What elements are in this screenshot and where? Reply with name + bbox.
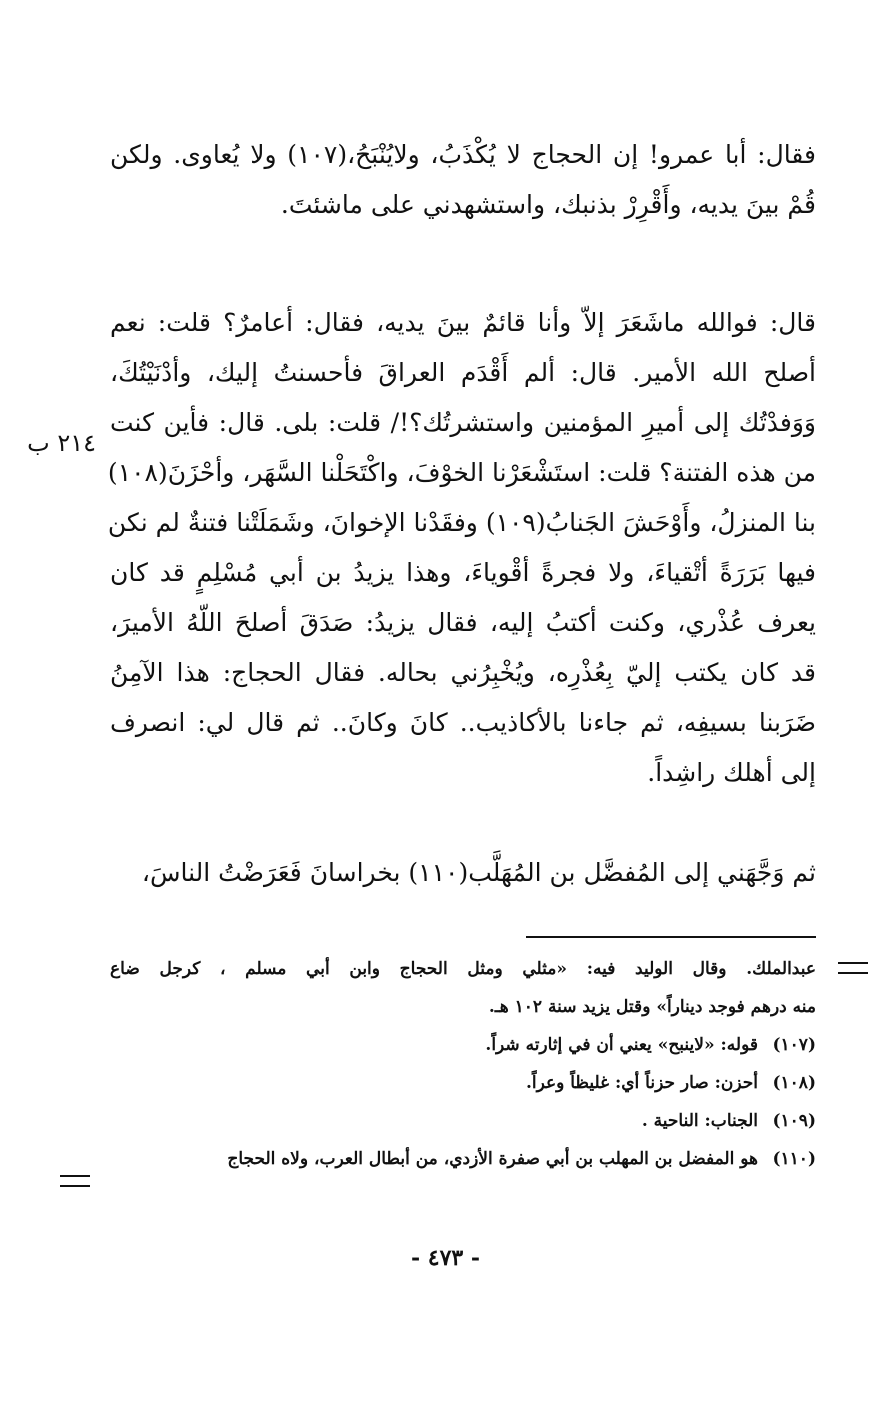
footnote-continuation-line: منه درهم فوجد ديناراً» وقتل يزيد سنة ١٠٢ هـ. (488, 997, 816, 1017)
text-line: بنا المنزلُ، وأَوْحَشَ الجَنابُ(١٠٩) وفقَدْنا الإخوانَ، وشَمَلَتْنا فتنةٌ لم نكن (107, 508, 816, 537)
footnote-107 (110, 1026, 816, 1064)
footnote-110 (110, 1140, 816, 1178)
footnote-108 (110, 1064, 816, 1102)
text-line: من هذه الفتنة؟ قلت: استَشْعَرْنا الخوْفَ، واكْتَحَلْنا السَّهَر، وأحْزَنَ(١٠٨) (107, 458, 816, 487)
text-line: قد كان يكتب إليّ بِعُذْرِه، ويُخْبِرُني بحاله. فقال الحجاج: هذا الآمِنُ (110, 658, 816, 687)
continuation-mark-start (838, 962, 868, 974)
text-line: فقال: أبا عمرو! إن الحجاج لا يُكْذَبُ، ولايُنْبَحُ،(١٠٧) ولا يُعاوى. ولكن (110, 140, 816, 169)
manuscript-folio-note: ٢١٤ ب (27, 429, 96, 457)
footnotes (110, 950, 816, 1178)
text-line: قُمْ بينَ يديه، وأَقْرِرْ بذنبك، واستشهدني على ماشئتَ. (280, 190, 816, 219)
footnote-number: (١١٠) (772, 1149, 816, 1169)
footnote-text: قوله: «لاينبح» يعني أن في إثارته شراً. (485, 1035, 758, 1055)
paragraph-2 (107, 298, 816, 798)
footnote-text: هو المفضل بن المهلب بن أبي صفرة الأزدي، من أبطال العرب، ولاه الحجاج (227, 1149, 758, 1169)
footnote-separator (526, 936, 816, 938)
continuation-mark-end (60, 1175, 90, 1187)
text-line: ثم وَجَّهَني إلى المُفضَّل بن المُهَلَّب(١١٠) بخراسانَ فَعَرَضْتُ الناسَ، (141, 858, 816, 887)
footnote-continuation-line: عبدالملك. وقال الوليد فيه: «مثلي ومثل الحجاج وابن أبي مسلم ، كرجل ضاع (110, 959, 816, 979)
text-line: يعرف عُذْري، وكنت أكتبُ إليه، فقال يزيدُ: صَدَقَ أصلحَ اللّهُ الأميرَ، (110, 608, 816, 637)
page-number: - ٤٧٣ - (410, 1245, 481, 1271)
text-line: فيها بَرَرَةً أتْقياءَ، ولا فجرةً أقْوياءَ، وهذا يزيدُ بن أبي مُسْلِمٍ قد كان (110, 558, 816, 587)
paragraph-1 (110, 130, 816, 230)
text-line: قال: فوالله ماشَعَرَ إلاّ وأنا قائمٌ بينَ يديه، فقال: أعامرٌ؟ قلت: نعم (110, 308, 816, 337)
text-line: ضَرَبنا بسيفِه، ثم جاءنا بالأكاذيب.. كانَ وكانَ.. ثم قال لي: انصرف (110, 708, 816, 737)
footnote-number: (١٠٨) (772, 1073, 816, 1093)
text-line: إلى أهلك راشِداً. (647, 758, 816, 787)
paragraph-3 (110, 848, 816, 898)
footnote-number: (١٠٧) (772, 1035, 816, 1055)
footnote-text: الجناب: الناحية . (641, 1111, 758, 1131)
footnote-number: (١٠٩) (772, 1111, 816, 1131)
text-line: وَوَفدْتُك إلى أميرِ المؤمنين واستشرتُك؟!/ قلت: بلى. قال: فأين كنت (110, 408, 816, 437)
footnote-109 (110, 1102, 816, 1140)
footnote-text: أحزن: صار حزناً أي: غليظاً وعراً. (525, 1073, 758, 1093)
text-line: أصلح الله الأمير. قال: ألم أَقْدَم العراقَ فأحسنتُ إليك، وأدْنَيْتُكَ، (110, 358, 816, 387)
